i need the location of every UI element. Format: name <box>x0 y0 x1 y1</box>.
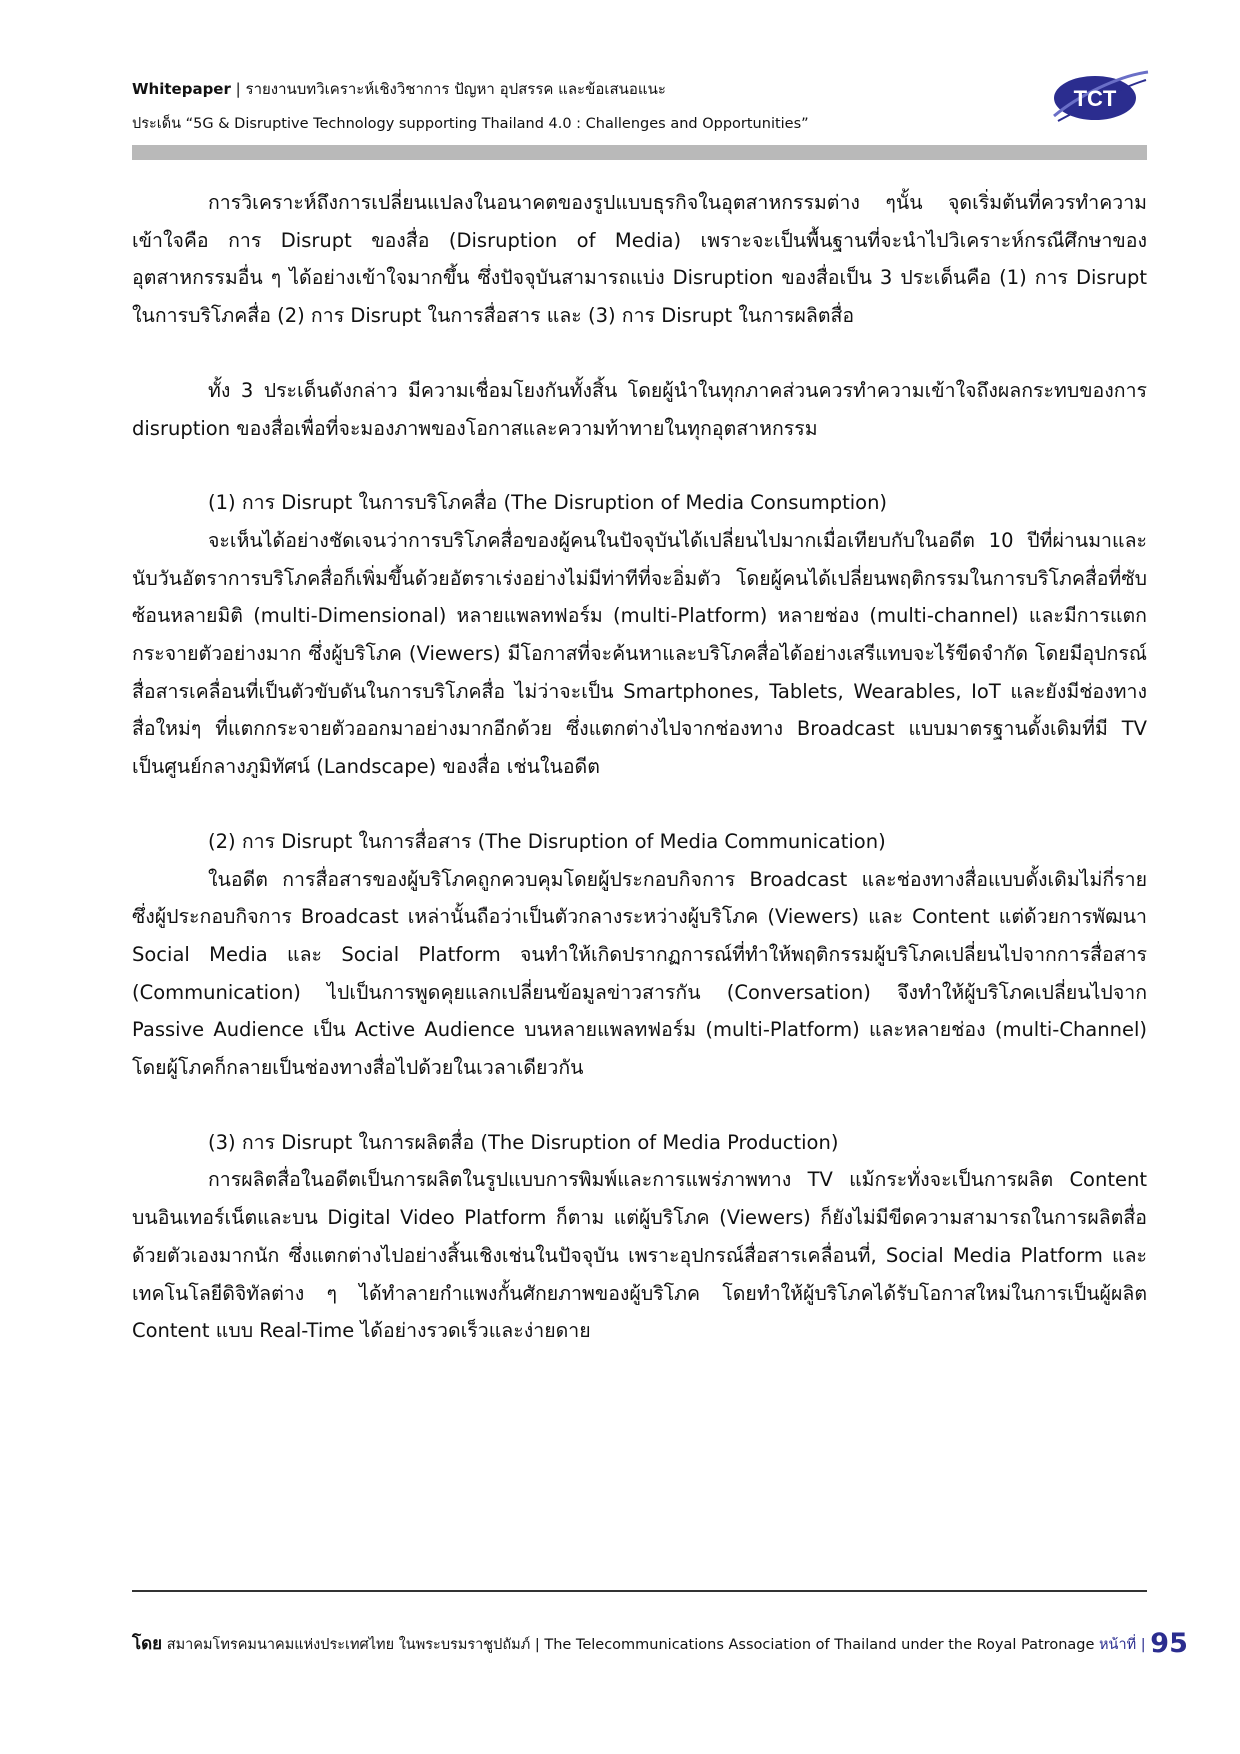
brand-label: Whitepaper <box>132 80 231 98</box>
header-title-line <box>132 78 1132 100</box>
page-header <box>132 78 1132 135</box>
paragraph-linkage: ทั้ง 3 ประเด็นดังกล่าว มีความเชื่อมโยงกันทั้งสิ้น โดยผู้นำในทุกภาคส่วนควรทำความเข้าใจถึงผลกระทบของการ disruption ของสื่อเพื่อที่จะมองภาพของโอกาสและความท้าทายในทุกอุตสาหกรรม <box>132 378 1147 440</box>
logo-text: TCT <box>1073 86 1117 111</box>
section-heading-communication: (2) การ Disrupt ในการสื่อสาร (The Disruption of Media Communication) <box>208 829 886 853</box>
page-number: 95 <box>1150 1628 1188 1659</box>
document-body <box>132 184 1147 1350</box>
paragraph-consumption: จะเห็นได้อย่างชัดเจนว่าการบริโภคสื่อของผู้คนในปัจจุบันได้เปลี่ยนไปมากเมื่อเทียบกับในอดีต 10 ปีที่ผ่านมาและนับวันอัตราการบริโภคสื่อก็เพิ่มขึ้นด้วยอัตราเร่งอย่างไม่มีท่าทีที่จะอิ่มตัว โดยผู้คนได้เปลี่ยนพฤติกรรมในการบริโภคสื่อที่ซับซ้อนหลายมิติ (multi-Dimensional) หลายแพลทฟอร์ม (multi-Platform) หลายช่อง (multi-channel) และมีการแตกกระจายตัวอย่างมาก ซึ่งผู้บริโภค (Viewers) มีโอกาสที่จะค้นหาและบริโภคสื่อได้อย่างเสรีแทบจะไร้ขีดจำกัด โดยมีอุปกรณ์สื่อสารเคลื่อนที่เป็นตัวขับดันในการบริโภคสื่อ ไม่ว่าจะเป็น Smartphones, Tablets, Wearables, IoT และยังมีช่องทางสื่อใหม่ๆ ที่แตกกระจายตัวออกมาอย่างมากอีกด้วย ซึ่งแตกต่างไปจากช่องทาง Broadcast แบบมาตรฐานดั้งเดิมที่มี TV เป็นศูนย์กลางภูมิทัศน์ (Landscape) ของสื่อ เช่นในอดีต <box>132 528 1147 779</box>
header-separator: | <box>235 80 241 98</box>
footer-org-thai: สมาคมโทรคมนาคมแห่งประเทศไทย ในพระบรมราชูปถัมภ์ <box>166 1637 531 1653</box>
header-subtitle: รายงานบทวิเคราะห์เชิงวิชาการ ปัญหา อุปสรรค และข้อเสนอแนะ <box>245 80 666 98</box>
paragraph-production: การผลิตสื่อในอดีตเป็นการผลิตในรูปแบบการพิมพ์และการแพร่ภาพทาง TV แม้กระทั่งจะเป็นการผลิต Content บนอินเทอร์เน็ตและบน Digital Video Platform ก็ตาม แต่ผู้บริโภค (Viewers) ก็ยังไม่มีขีดความสามารถในการผลิตสื่อด้วยตัวเองมากนัก ซึ่งแตกต่างไปอย่างสิ้นเชิงเช่นในปัจจุบัน เพราะอุปกรณ์สื่อสารเคลื่อนที่, Social Media Platform และเทคโนโลยีดิจิทัลต่าง ๆ ได้ทำลายกำแพงกั้นศักยภาพของผู้บริโภค โดยทำให้ผู้บริโภคได้รับโอกาสใหม่ในการเป็นผู้ผลิต Content แบบ Real-Time ได้อย่างรวดเร็วและง่ายดาย <box>132 1168 1147 1343</box>
footer-divider <box>132 1590 1147 1592</box>
section-heading-consumption: (1) การ Disrupt ในการบริโภคสื่อ (The Disruption of Media Consumption) <box>208 491 888 515</box>
footer-separator: | <box>534 1637 540 1653</box>
page-separator: | <box>1140 1637 1146 1653</box>
page-footer <box>132 1628 1188 1659</box>
section-heading-production: (3) การ Disrupt ในการผลิตสื่อ (The Disruption of Media Production) <box>208 1130 839 1154</box>
header-topic: ประเด็น “5G & Disruptive Technology supporting Thailand 4.0 : Challenges and Opportunities” <box>132 116 809 132</box>
paragraph-communication: ในอดีต การสื่อสารของผู้บริโภคถูกควบคุมโดยผู้ประกอบกิจการ Broadcast และช่องทางสื่อแบบดั้งเดิมไม่กี่ราย ซึ่งผู้ประกอบกิจการ Broadcast เหล่านั้นถือว่าเป็นตัวกลางระหว่างผู้บริโภค (Viewers) และ Content แต่ด้วยการพัฒนา Social Media และ Social Platform จนทำให้เกิดปรากฏการณ์ที่ทำให้พฤติกรรมผู้บริโภคเปลี่ยนไปจากการสื่อสาร (Communication) ไปเป็นการพูดคุยแลกเปลี่ยนข้อมูลข่าวสารกัน (Conversation) จึงทำให้ผู้บริโภคเปลี่ยนไปจาก Passive Audience เป็น Active Audience บนหลายแพลทฟอร์ม (multi-Platform) และหลายช่อง (multi-Channel) โดยผู้โภคก็กลายเป็นช่องทางสื่อไปด้วยในเวลาเดียวกัน <box>132 867 1147 1080</box>
footer-by-label: โดย <box>132 1634 163 1654</box>
page-label: หน้าที่ <box>1099 1637 1137 1653</box>
tct-logo-icon <box>1048 66 1150 128</box>
paragraph-intro: การวิเคราะห์ถึงการเปลี่ยนแปลงในอนาคตของรูปแบบธุรกิจในอุตสาหกรรมต่าง ๆนั้น จุดเริ่มต้นที่ควรทำความเข้าใจคือ การ Disrupt ของสื่อ (Disruption of Media) เพราะจะเป็นพื้นฐานที่จะนำไปวิเคราะห์กรณีศึกษาของอุตสาหกรรมอื่น ๆ ได้อย่างเข้าใจมากขึ้น ซึ่งปัจจุบันสามารถแบ่ง Disruption ของสื่อเป็น 3 ประเด็นคือ (1) การ Disrupt ในการบริโภคสื่อ (2) การ Disrupt ในการสื่อสาร และ (3) การ Disrupt ในการผลิตสื่อ <box>132 191 1147 328</box>
header-divider-bar <box>132 145 1147 160</box>
footer-org-english: The Telecommunications Association of Thailand under the Royal Patronage <box>544 1637 1095 1653</box>
